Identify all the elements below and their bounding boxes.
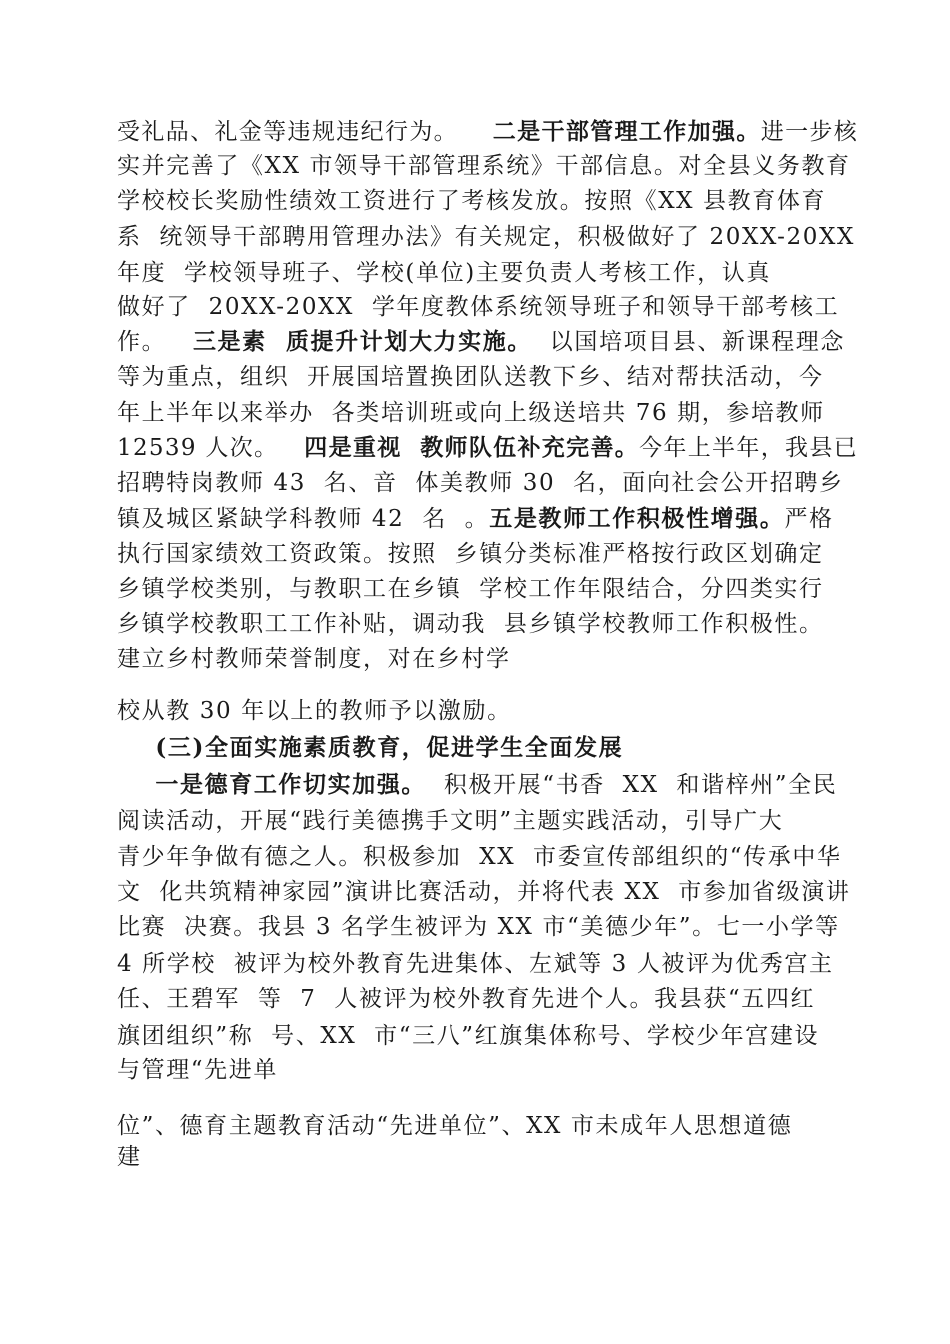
- text-line: [117, 151, 851, 181]
- body-text: 学校校长奖励性绩效工资进行了考核发放。按照《XX 县教育体育: [117, 188, 827, 214]
- text-line: [117, 362, 824, 392]
- bold-text: 四是重视 教师队伍补充完善。: [304, 434, 640, 461]
- text-line: [117, 117, 858, 147]
- body-text: 建立乡村教师荣誉制度，对在乡村学: [117, 646, 511, 672]
- body-text: 以国培项目县、新课程理念: [531, 329, 845, 355]
- text-line: [117, 327, 845, 357]
- body-text: 文 化共筑精神家园”演讲比赛活动，并将代表 XX 市参加省级演讲: [117, 879, 851, 905]
- text-line: [117, 222, 855, 252]
- body-text: 进一步核: [760, 119, 859, 145]
- text-line: [117, 539, 824, 569]
- body-text: 乡镇学校教职工工作补贴，调动我 县乡镇学校教师工作积极性。: [117, 611, 824, 637]
- text-line: [117, 504, 834, 534]
- text-line: [117, 258, 771, 288]
- text-line: [117, 1142, 142, 1172]
- body-text: 执行国家绩效工资政策。按照 乡镇分类标准严格按行政区划确定: [117, 541, 824, 567]
- text-line: [117, 912, 840, 942]
- text-line: [117, 877, 850, 907]
- body-text: 任、王碧军 等 7 人被评为校外教育先进个人。我县获“五四红: [117, 986, 816, 1012]
- text-line: [117, 644, 511, 674]
- text-line: [117, 574, 824, 604]
- bold-text: 五是教师工作积极性增强。: [489, 505, 785, 532]
- text-line: [117, 984, 815, 1014]
- text-line: [117, 1111, 792, 1141]
- bold-text: (三)全面实施素质教育，促进学生全面发展: [117, 734, 624, 761]
- body-text: 位”、德育主题教育活动“先进单位”、XX 市未成年人思想道德: [117, 1113, 793, 1139]
- body-text: 阅读活动，开展“践行美德携手文明”主题实践活动，引导广大: [117, 808, 784, 834]
- body-text: 等为重点，组织 开展国培置换团队送教下乡、结对帮扶活动，今: [117, 364, 824, 390]
- bold-text: 三是素 质提升计划大力实施。: [192, 328, 532, 355]
- text-line: [117, 1055, 278, 1085]
- body-text: 比赛 决赛。我县 3 名学生被评为 XX 市“美德少年”。七一小学等: [117, 914, 840, 940]
- body-text: 12539 人次。: [117, 435, 305, 461]
- body-text: 做好了 20XX-20XX 学年度教体系统领导班子和领导干部考核工: [117, 294, 840, 320]
- body-text: 招聘特岗教师 43 名、音 体美教师 30 名，面向社会公开招聘乡: [117, 470, 844, 496]
- text-line: [117, 1021, 819, 1051]
- bold-text: 一是德育工作切实加强。: [117, 771, 427, 798]
- body-text: 作。: [117, 329, 193, 355]
- body-text: 旗团组织”称 号、XX 市“三八”红旗集体称号、学校少年宫建设: [117, 1023, 820, 1049]
- body-text: 严格: [784, 506, 834, 532]
- text-line: [117, 733, 623, 763]
- body-text: 受礼品、礼金等违规违纪行为。: [117, 119, 493, 145]
- body-text: 校从教 30 年以上的教师予以激励。: [117, 698, 512, 724]
- text-line: [117, 696, 512, 726]
- body-text: 系 统领导干部聘用管理办法》有关规定，积极做好了 20XX-20XX: [117, 224, 855, 250]
- body-text: 年上半年以来举办 各类培训班或向上级送培共 76 期，参培教师: [117, 400, 825, 426]
- text-line: [117, 186, 826, 216]
- text-line: [117, 433, 858, 463]
- body-text: 今年上半年，我县已: [639, 435, 858, 461]
- body-text: 与管理“先进单: [117, 1057, 278, 1083]
- text-line: [117, 468, 844, 498]
- text-line: [117, 949, 834, 979]
- bold-text: 二是干部管理工作加强。: [492, 118, 761, 145]
- body-text: 实并完善了《XX 市领导干部管理系统》干部信息。对全县义务教育: [117, 153, 851, 179]
- body-text: 建: [117, 1144, 142, 1170]
- text-line: [117, 770, 837, 800]
- text-line: [117, 398, 825, 428]
- text-line: [117, 842, 842, 872]
- body-text: 镇及城区紧缺学科教师 42 名 。: [117, 506, 490, 532]
- body-text: 积极开展“书香 XX 和谐梓州”全民: [426, 772, 838, 798]
- text-line: [117, 806, 783, 836]
- body-text: 4 所学校 被评为校外教育先进集体、左斌等 3 人被评为优秀宫主: [117, 951, 834, 977]
- text-line: [117, 292, 839, 322]
- body-text: 年度 学校领导班子、学校(单位)主要负责人考核工作，认真: [117, 260, 771, 286]
- text-line: [117, 609, 824, 639]
- body-text: 青少年争做有德之人。积极参加 XX 市委宣传部组织的“传承中华: [117, 844, 842, 870]
- body-text: 乡镇学校类别，与教职工在乡镇 学校工作年限结合，分四类实行: [117, 576, 824, 602]
